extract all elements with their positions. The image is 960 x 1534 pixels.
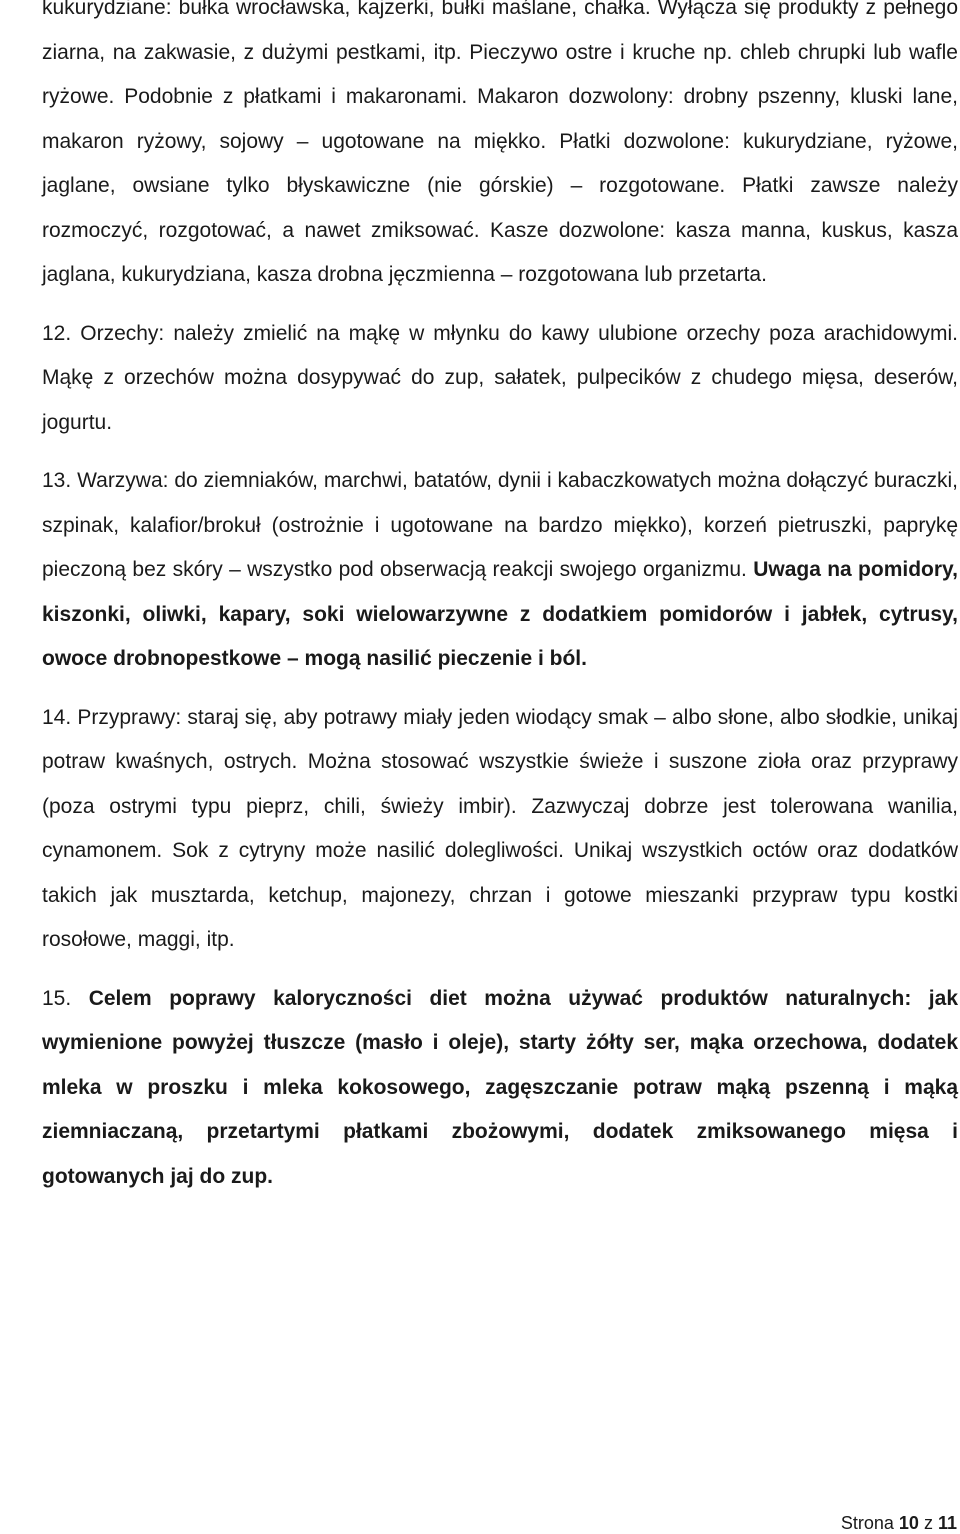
footer-of-label: z bbox=[923, 1513, 933, 1533]
list-item-12 bbox=[42, 312, 958, 446]
item-paragraph bbox=[42, 459, 958, 682]
list-item-14 bbox=[42, 696, 958, 963]
item-paragraph bbox=[42, 312, 958, 446]
item-paragraph bbox=[42, 977, 958, 1200]
document-page bbox=[42, 0, 958, 1199]
item-text: Warzywa: do ziemniaków, marchwi, batatów, dynii i kabaczkowatych można dołączyć buraczki, szpinak, kalafior/brokuł (ostrożnie i ugotowane na bardzo miękko), korzeń pietruszki, paprykę pieczoną bez skóry – wszystko pod obserwacją reakcji swojego organizmu. bbox=[42, 469, 958, 581]
item-warning-text: Uwaga na pomidory, kiszonki, oliwki, kapary, soki wielowarzywne z dodatkiem pomidorów i jabłek, cytrusy, owoce drobnopestkowe – mogą nasilić pieczenie i ból. bbox=[42, 558, 958, 670]
item-bold-text: Celem poprawy kaloryczności diet można używać produktów naturalnych: jak wymienione powyżej tłuszcze (masło i oleje), starty żółty ser, mąka orzechowa, dodatek mleka w proszku i mleka kokosowego, zagęszczanie potraw mąką pszenną i mąką ziemniaczaną, przetartymi płatkami zbożowymi, dodatek zmiksowanego mięsa i gotowanych jaj do zup. bbox=[42, 986, 958, 1188]
item-number: 13. bbox=[42, 469, 72, 492]
list-item-13 bbox=[42, 459, 958, 682]
item-number: 15. bbox=[42, 986, 72, 1010]
footer-total-pages: 11 bbox=[937, 1513, 957, 1533]
item-paragraph bbox=[42, 696, 958, 963]
item-number: 12. bbox=[42, 321, 72, 345]
intro-paragraph: kukurydziane: bułka wrocławska, kajzerki, bułki maślane, chałka. Wyłącza się produkty z pełnego ziarna, na zakwasie, z dużymi pestkami, itp. Pieczywo ostre i kruche np. chleb chrupki lub wafle ryżowe. Podobnie z płatkami i makaronami. Makaron dozwolony: drobny pszenny, kluski lane, makaron ryżowy, sojowy – ugotowane na miękko. Płatki dozwolone: kukurydziane, ryżowe, jaglane, owsiane tylko błyskawiczne (nie górskie) – rozgotowane. Płatki zawsze należy rozmoczyć, rozgotować, a nawet zmiksować. Kasze dozwolone: kasza manna, kuskus, kasza jaglana, kukurydziana, kasza drobna jęczmienna – rozgotowana lub przetarta. bbox=[42, 0, 958, 286]
item-text: Przyprawy: staraj się, aby potrawy miały jeden wiodący smak – albo słone, albo słodkie, unikaj potraw kwaśnych, ostrych. Można stosować wszystkie świeże i suszone zioła oraz przyprawy (poza ostrymi typu pieprz, chili, świeży imbir). Zazwyczaj dobrze jest tolerowana wanilia, cynamonem. Sok z cytryny może nasilić dolegliwości. Unikaj wszystkich octów oraz dodatków takich jak musztarda, ketchup, majonezy, chrzan i gotowe mieszanki przypraw typu kostki rosołowe, maggi, itp. bbox=[42, 705, 959, 951]
footer-page-label: Strona bbox=[840, 1513, 894, 1533]
list-item-15 bbox=[42, 977, 958, 1200]
item-text: Orzechy: należy zmielić na mąkę w młynku do kawy ulubione orzechy poza arachidowymi. Mąkę z orzechów można dosypywać do zup, sałatek, pulpecików z chudego mięsa, deserów, jogurtu. bbox=[42, 321, 958, 434]
item-number: 14. bbox=[42, 705, 72, 729]
footer-current-page: 10 bbox=[898, 1513, 919, 1533]
page-footer bbox=[841, 1512, 957, 1534]
